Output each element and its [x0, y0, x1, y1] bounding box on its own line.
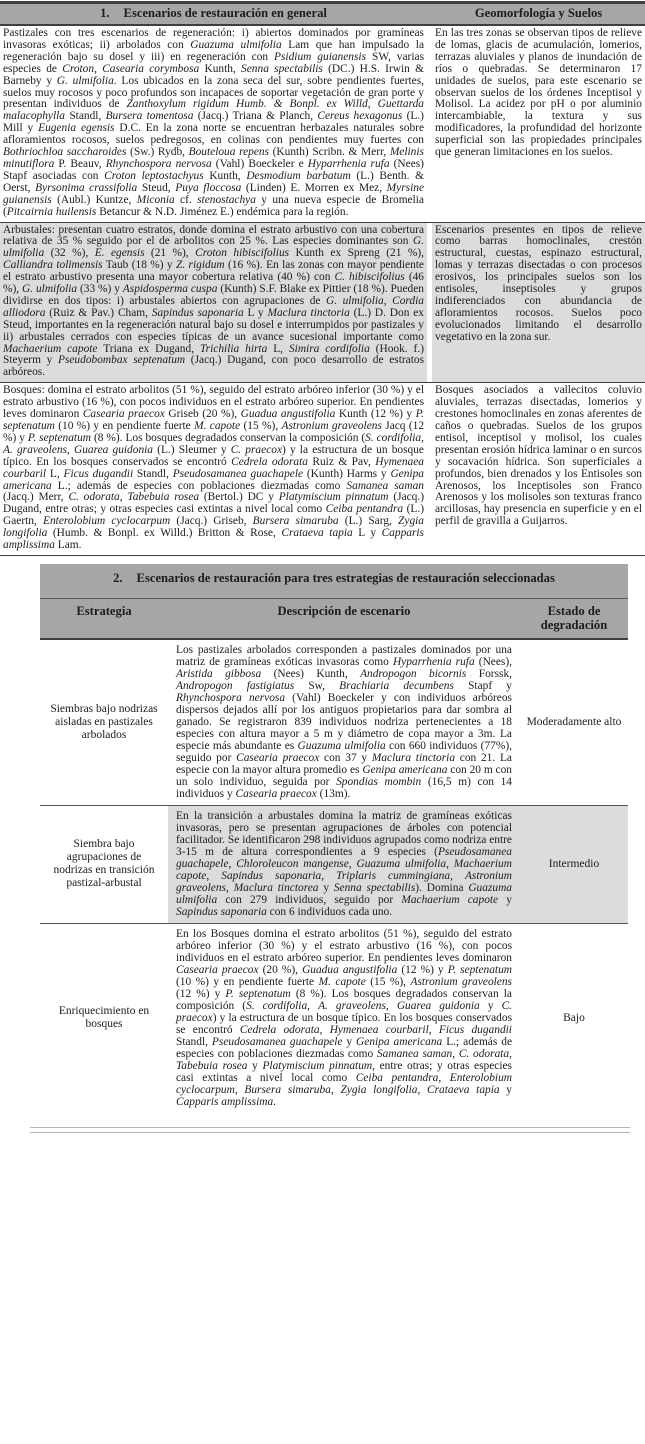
table1-row-arbustales [0, 223, 645, 384]
table2-row-enriquecimiento-bosques [40, 924, 628, 1113]
table2-row-siembras-nodrizas-aisladas [40, 640, 628, 806]
table2-title-row [40, 564, 628, 599]
strategy-name: Siembra bajo agrupaciones de nodrizas en transición pastizal-arbustal [53, 838, 155, 890]
strategy-description: En los Bosques domina el estrato arbolitos (51 %), seguido del estrato arbóreo inferior (30 %) y el estrato arbustivo (16 %), con pocos individuos en el estrato arbóreo superior. En pendientes leves dominaron Casearia praecox (20 %), Guadua angustifolia (12 %) y P. septenatum (10 %) y en pendiente fuerte M. capote (15 %), Astronium graveolens (12 %) y P. septenatum (8 %). Los bosques degradados conservan la composición (S. cordifolia, A. graveolens, Guarea guidonia y C. praecox) y la estructura de un bosque típico. En los bosques conservados se encontró Cedrela odorata, Hymenaea courbaril, Ficus dugandii Standl, Pseudosamanea guachapele y Genipa americana L.; además de especies con poblaciones diezmadas como Samanea saman, C. odorata, Tabebuia rosea y Platymiscium pinnatum, entre otras; y otras especies casi extintas a nivel local como Ceiba pentandra, Enterolobium cyclocarpum, Bursera simaruba, Zygia longifolia, Crataeva tapia y Capparis amplissima. [176, 927, 513, 1108]
table-general-scenarios [0, 1, 645, 556]
strategy-name: Enriquecimiento en bosques [58, 1005, 150, 1031]
pastizales-geomorphology-text: En las tres zonas se observan tipos de relieve de lomas, glacis de acumulación, lomerios, terrazas aluviales y planos de inundación de ríos o quebradas. Se determinaron 17 unidades de suelos, para este escenario se observan suelos de los órdenes Inceptisol y Molisol. La acidez por pH o por aluminio intercambiable, la textura y sus modificadores, la profundidad del horizonte superficial son las propiedades principales que generan limitaciones en los suelos. [435, 27, 642, 159]
table1-row-pastizales [0, 26, 645, 223]
strategy-description: Los pastizales arbolados corresponden a pastizales dominados por una matriz de gramíneas exóticas invasoras como Hyparrhenia rufa (Nees), Aristida gibbosa (Nees) Kunth, Andropogon bicornis Forssk, Andropogon fastigiatus Sw, Brachiaria decumbens Stapf y Rhynchospora nervosa (Vahl) Boeckeler y con individuos arbóreos dispersos dejados allí por los antiguos propietarios para dar sombra al ganado. Se registraron 839 individuos nodriza pertenecientes a 18 especies con altura mayor a 5 m y diámetro de copa mayor a 3m. La especie más abundante es Guazuma ulmifolia con 660 individuos (77%), seguido por Casearia praecox con 37 y Maclura tinctoria con 21. La especie con la mayor altura promedio es Genipa americana con 20 m con un solo individuo, seguida por Spondias mombin (16,5 m) con 14 individuos y Casearia praecox (13m). [176, 643, 513, 800]
table2-column-headers [40, 599, 628, 640]
pastizales-scenario-text: Pastizales con tres escenarios de regeneración: i) abiertos dominados por gramíneas invasoras exóticas; ii) arbolados con Guazuma ulmifolia Lam que han impulsado la regeneración bajo su dosel y iii) en regeneración con Psidium guianensis SW, varias especies de Croton, Casearia corymbosa Kunth, Senna spectabilis (DC.) H.S. Irwin & Barneby y G. ulmifolia. Los ubicados en la zona seca del sur, sobre pendientes fuertes, suelos muy rocosos y poco profundos son incapaces de soportar vegetación de gran porte y presentan individuos de Zanthoxylum rigidum Humb. & Bonpl. ex Willd, Guettarda malacophylla Standl, Bursera tomentosa (Jacq.) Triana & Planch, Cereus hexagonus (L.) Mill y Eugenia egensis D.C. En la zona norte se encuentran herbazales naturales sobre afloramientos rocosos, suelos pedregosos, en colinas con pendientes muy fuertes con Bothriochloa saccharoides (Sw.) Rydb, Bouteloua repens (Kunth) Scribn. & Merr, Melinis minutiflora P. Beauv, Rhynchospora nervosa (Vahl) Boeckeler e Hyparrhenia rufa (Nees) Stapf asociadas con Croton leptostachyus Kunth, Desmodium barbatum (L.) Benth. & Oerst, Byrsonima crassifolia Steud, Puya floccosa (Linden) E. Morren ex Mez, Myrsine guianensis (Aubl.) Kuntze, Miconia cf. stenostachya y una nueva especie de Bromelia (Pitcairnia huilensis Betancur & N.D. Jiménez E.) endémica para la región. [3, 27, 425, 218]
table2-number: 2. [113, 570, 123, 585]
table-restoration-strategies [40, 564, 628, 1113]
degradation-level: Intermedio [520, 806, 628, 923]
degradation-level: Bajo [563, 1011, 585, 1024]
bosques-geomorphology-text: Bosques asociados a vallecitos coluvio aluviales, terrazas disectadas, lomerios y crestones homoclinales en zonas aferentes de caños o quebradas. Suelos de los grupos entisol, inceptisol y molisol, los cuales presentan erosión hídrica laminar o en surcos y socavación hídrica. Son superficiales a profundos, bien drenados y los Entisoles son Arenosos, los Inceptisoles son Franco Arenosos y los molisoles son texturas franco arcillosas, hay presencia en superficie y en el perfil de gravilla a Guijarros. [435, 384, 642, 528]
column-header-estado: Estado de degradación [540, 603, 608, 632]
strategy-description: En la transición a arbustales domina la matriz de gramíneas exóticas invasoras, pero se presentan agrupaciones de árboles con potencial facilitador. Se identificaron 298 individuos agrupados como nodriza entre 3-15 m de altura correspondientes a 9 especies (Pseudosamanea guachapele, Chloroleucon mangense, Guazuma ulmifolia, Machaerium capote, Sapindus saponaria, Triplaris cummingiana, Astronium graveolens, Maclura tinctorea y Senna spectabilis). Domina Guazuma ulmifolia con 279 individuos, seguido por Machaerium capote y Sapindus saponaria con 6 individuos cada uno. [168, 806, 520, 923]
table-bottom-divider [30, 1127, 630, 1133]
column-header-descripcion: Descripción de escenario [277, 603, 411, 618]
table1-header-scenarios [0, 6, 427, 21]
arbustales-geomorphology-text: Escenarios presentes en tipos de relieve como barras homoclinales, crestón estructural, cuestas, espinazo estructural, lomas y terrazas disectadas o con procesos erosivos, los principales suelos son los entisoles, inseptisoles y grupos indiferenciados con abundancia de afloramientos rocosos. Suelos poco evolucionados limitando el desarrollo vegetativo en la zona sur. [432, 223, 645, 383]
table1-title: Escenarios de restauración en general [123, 6, 327, 20]
strategy-name: Siembras bajo nodrizas aisladas en pastizales arbolados [50, 702, 158, 741]
table1-header-geomorphology: Geomorfología y Suelos [474, 6, 603, 20]
degradation-level: Moderadamente alto [526, 715, 622, 728]
table2-row-siembra-agrupaciones [40, 806, 628, 924]
bosques-scenario-text: Bosques: domina el estrato arbolitos (51 %), seguido del estrato arbóreo inferior (30 %) y el estrato arbustivo (16 %), con pocos individuos en el estrato arbóreo superior. En pendientes leves dominaron Casearia praecox Griseb (20 %), Guadua angustifolia Kunth (12 %) y P. septenatum (10 %) y en pendiente fuerte M. capote (15 %), Astronium graveolens Jacq (12 %) y P. septenatum (8 %). Los bosques degradados conservan la composición (S. cordifolia, A. graveolens, Guarea guidonia (L.) Sleumer y C. praecox) y la estructura de un bosque típico. En los bosques conservados se encontró Cedrela odorata Ruiz & Pav, Hymenaea courbaril L, Ficus dugandii Standl, Pseudosamanea guachapele (Kunth) Harms y Genipa americana L.; además de especies con poblaciones diezmadas como Samanea saman (Jacq.) Merr, C. odorata, Tabebuia rosea (Bertol.) DC y Platymiscium pinnatum (Jacq.) Dugand, entre otras; y otras especies casi extintas a nivel local como Ceiba pentandra (L.) Gaertn, Enterolobium cyclocarpum (Jacq.) Griseb, Bursera simaruba (L.) Sarg, Zygia longifolia (Humb. & Bonpl. ex Willd.) Britton & Rose, Crataeva tapia L y Capparis amplissima Lam. [3, 384, 425, 552]
arbustales-scenario-text: Arbustales: presentan cuatro estratos, donde domina el estrato arbustivo con una cobertura relativa de 35 % seguido por el de arbolitos con 25 %. Las especies dominantes son G. ulmifolia (32 %), E. egensis (21 %), Croton hibiscifolius Kunth ex Spreng (21 %), Calliandra tolimensis Taub (18 %) y Z. rigidum (16 %). En las zonas con mayor pendiente el estrato arbustivo presenta una mayor cobertura relativa (40 %) con C. hibiscifolius (46 %), G. ulmifolia (33 %) y Aspidosperma cuspa (Kunth) S.F. Blake ex Pittier (18 %). Pueden dividirse en dos tipos: i) arbustales abiertos con agrupaciones de G. ulmifolia, Cordia alliodora (Ruiz & Pav.) Cham, Sapindus saponaria L y Maclura tinctoria (L.) D. Don ex Steud, importantes en la regeneración natural bajo su dosel e interrumpidos por pastizales y ii) arbustales cerrados con especies típicas de un avance sucesional importante como Machaerium capote Triana ex Dugand, Trichilia hirta L, Simira cordifolia (Hook. f.) Steyerm y Pseudobombax septenatum (Jacq.) Dugand, con poco desarrollo de estratos arbóreos. [0, 223, 427, 383]
table1-number: 1. [100, 6, 110, 20]
table2-title: Escenarios de restauración para tres estrategias de restauración seleccionadas [136, 570, 555, 585]
table1-header-row [0, 1, 645, 26]
column-header-estrategia: Estrategia [76, 603, 132, 618]
table1-row-bosques [0, 383, 645, 556]
